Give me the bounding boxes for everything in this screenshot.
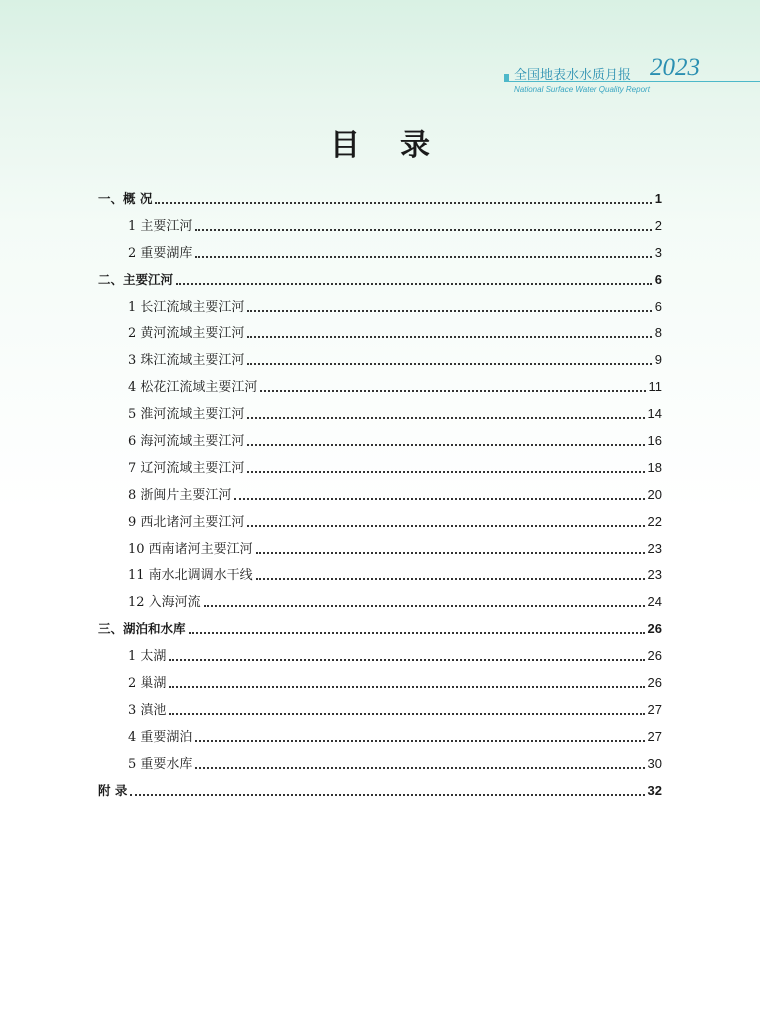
toc-entry-label: 6 海河流域主要江河	[128, 434, 245, 450]
toc-dot-leader	[195, 766, 644, 769]
toc-section-entry[interactable]	[98, 778, 662, 805]
toc-dot-leader	[169, 685, 644, 688]
toc-entry-page: 16	[647, 433, 662, 449]
toc-subsection-entry[interactable]	[98, 509, 662, 536]
toc-subsection-entry[interactable]	[98, 697, 662, 724]
toc-section-entry[interactable]	[98, 186, 662, 213]
toc-entry-label: 3 滇池	[128, 702, 167, 718]
toc-dot-leader	[247, 470, 644, 473]
toc-dot-leader	[247, 335, 651, 338]
toc-dot-leader	[195, 739, 644, 742]
toc-dot-leader	[155, 201, 651, 204]
toc-entry-label: 2 巢湖	[128, 676, 167, 692]
toc-dot-leader	[247, 416, 644, 419]
running-header	[500, 54, 760, 102]
toc-entry-label: 7 辽河流域主要江河	[128, 460, 245, 476]
toc-entry-page: 26	[647, 675, 662, 691]
header-title-en: National Surface Water Quality Report	[514, 85, 650, 94]
toc-dot-leader	[260, 389, 645, 392]
toc-entry-page: 26	[647, 621, 662, 637]
toc-entry-page: 30	[647, 755, 662, 771]
toc-subsection-entry[interactable]	[98, 455, 662, 482]
toc-entry-label: 10 西南诸河主要江河	[128, 541, 253, 557]
toc-dot-leader	[234, 497, 644, 500]
toc-entry-label: 附 录	[98, 782, 128, 798]
toc-dot-leader	[130, 793, 644, 796]
toc-dot-leader	[247, 524, 644, 527]
toc-dot-leader	[195, 255, 651, 258]
toc-entry-page: 8	[654, 325, 662, 341]
toc-entry-label: 1 主要江河	[128, 218, 193, 234]
toc-entry-page: 14	[647, 406, 662, 422]
toc-entry-page: 20	[647, 486, 662, 502]
toc-dot-leader	[176, 282, 652, 285]
toc-entry-label: 2 重要湖库	[128, 245, 193, 261]
toc-dot-leader	[195, 228, 651, 231]
toc-entry-label: 11 南水北调调水干线	[128, 568, 253, 584]
toc-entry-page: 22	[647, 513, 662, 529]
toc-entry-label: 1 太湖	[128, 649, 167, 665]
toc-subsection-entry[interactable]	[98, 643, 662, 670]
toc-dot-leader	[169, 658, 644, 661]
toc-entry-page: 3	[654, 244, 662, 260]
toc-subsection-entry[interactable]	[98, 751, 662, 778]
toc-subsection-entry[interactable]	[98, 347, 662, 374]
toc-subsection-entry[interactable]	[98, 401, 662, 428]
toc-subsection-entry[interactable]	[98, 374, 662, 401]
toc-entry-page: 32	[647, 782, 662, 798]
toc-entry-label: 4 松花江流域主要江河	[128, 380, 258, 396]
toc-entry-page: 6	[654, 271, 662, 287]
header-title-cn: 全国地表水水质月报	[514, 68, 632, 83]
toc-entry-page: 27	[647, 701, 662, 717]
toc-subsection-entry[interactable]	[98, 670, 662, 697]
toc-subsection-entry[interactable]	[98, 562, 662, 589]
toc-subsection-entry[interactable]	[98, 240, 662, 267]
toc-entry-page: 9	[654, 352, 662, 368]
toc-entry-label: 12 入海河流	[128, 595, 201, 611]
header-year: 2023	[650, 54, 700, 81]
toc-entry-label: 4 重要湖泊	[128, 729, 193, 745]
toc-section-entry[interactable]	[98, 267, 662, 294]
toc-dot-leader	[169, 712, 644, 715]
table-of-contents	[98, 186, 662, 804]
toc-entry-label: 2 黄河流域主要江河	[128, 326, 245, 342]
toc-entry-page: 24	[647, 594, 662, 610]
toc-entry-page: 23	[647, 540, 662, 556]
toc-subsection-entry[interactable]	[98, 589, 662, 616]
toc-section-entry[interactable]	[98, 616, 662, 643]
toc-entry-label: 二、主要江河	[98, 271, 174, 287]
toc-entry-page: 23	[647, 567, 662, 583]
toc-subsection-entry[interactable]	[98, 213, 662, 240]
toc-subsection-entry[interactable]	[98, 724, 662, 751]
toc-entry-page: 26	[647, 648, 662, 664]
toc-subsection-entry[interactable]	[98, 294, 662, 321]
toc-entry-label: 8 浙闽片主要江河	[128, 487, 232, 503]
toc-entry-page: 18	[647, 459, 662, 475]
toc-entry-label: 5 淮河流域主要江河	[128, 407, 245, 423]
toc-dot-leader	[256, 577, 645, 580]
toc-entry-label: 三、湖泊和水库	[98, 621, 186, 637]
toc-entry-page: 6	[654, 298, 662, 314]
toc-subsection-entry[interactable]	[98, 320, 662, 347]
header-accent-mark	[504, 74, 509, 81]
toc-subsection-entry[interactable]	[98, 536, 662, 563]
toc-entry-label: 1 长江流域主要江河	[128, 299, 245, 315]
toc-dot-leader	[204, 604, 645, 607]
toc-entry-label: 一、概 况	[98, 191, 153, 206]
toc-entry-page: 2	[654, 217, 662, 233]
toc-dot-leader	[256, 551, 645, 554]
toc-entry-label: 3 珠江流域主要江河	[128, 353, 245, 369]
toc-entry-page: 11	[648, 379, 662, 395]
toc-entry-page: 27	[647, 728, 662, 744]
toc-entry-page: 1	[654, 191, 662, 206]
toc-dot-leader	[247, 362, 651, 365]
toc-dot-leader	[247, 309, 651, 312]
toc-dot-leader	[247, 443, 644, 446]
page-title: 目录	[330, 128, 470, 163]
toc-entry-label: 5 重要水库	[128, 756, 193, 772]
toc-subsection-entry[interactable]	[98, 482, 662, 509]
toc-entry-label: 9 西北诸河主要江河	[128, 514, 245, 530]
toc-dot-leader	[189, 631, 645, 634]
toc-subsection-entry[interactable]	[98, 428, 662, 455]
